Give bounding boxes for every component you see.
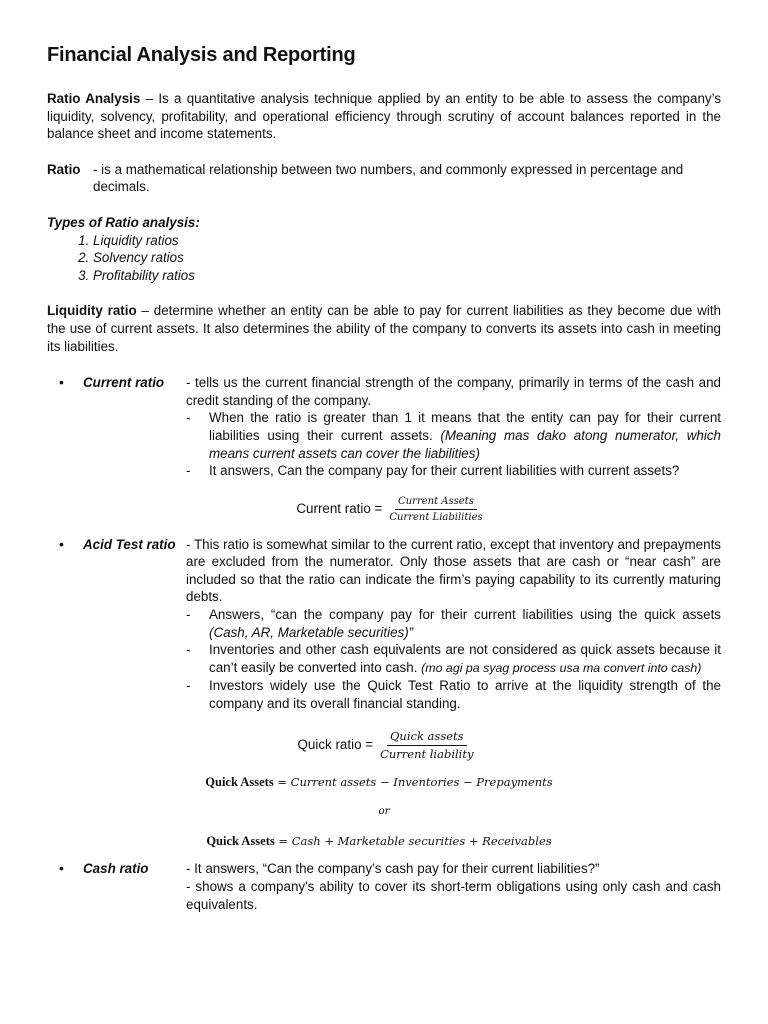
cash-ratio-line-1: - It answers, “Can the company’s cash pay for their current liabilities?” (186, 861, 600, 877)
list-item: - It answers, Can the company pay for their current liabilities with current assets? (186, 463, 680, 479)
ratio-term: Ratio (47, 161, 81, 177)
or-separator: or (378, 805, 390, 818)
formula-label: Quick ratio = (297, 737, 374, 753)
quick-assets-equation-1: Quick Assets = Current assets − Inventories − Prepayments (205, 774, 553, 789)
list-item: - Answers, “can the company pay for their current liabilities using the quick assets (Cash, AR, Marketable securities)” (186, 607, 721, 640)
types-heading: Types of Ratio analysis: (47, 214, 200, 230)
ratio-analysis-text: – Is a quantitative analysis technique applied by an entity to be able to assess the company’s liquidity, solvency, profitability, and operational efficiency through scrutiny of account balances reported in the balance sheet and income statements. (47, 91, 722, 142)
bullet-icon: • (59, 535, 64, 552)
cash-ratio-item (47, 860, 721, 913)
ratio-text: - is a mathematical relationship between two numbers, and commonly expressed in percentage and decimals. (93, 161, 684, 195)
quick-assets-equation-2: Quick Assets = Cash + Marketable securities + Receivables (206, 833, 552, 848)
list-item: 3. Profitability ratios (93, 267, 721, 285)
list-item: - When the ratio is greater than 1 it means that the entity can pay for their current liabilities using their current assets. (Meaning mas dako atong numerator, which means current assets can cover the liabilities) (186, 410, 721, 461)
list-item: 1. Liquidity ratios (93, 232, 721, 250)
current-ratio-formula (47, 495, 721, 524)
liquidity-text: – determine whether an entity can be able to pay for current liabilities as they become due with the use of current assets. It also determines the ability of the company to converts its assets into cash in meeting its liabilities. (47, 303, 721, 354)
list-item: - Inventories and other cash equivalents are not considered as quick assets because it can’t easily be converted into cash. (mo agi pa syag process usa ma convert into cash) (186, 642, 721, 675)
liquidity-paragraph (47, 302, 721, 355)
fraction (377, 729, 476, 762)
liquidity-term: Liquidity ratio (47, 303, 137, 319)
list-item: 2. Solvency ratios (93, 249, 721, 267)
formula-label: Current ratio = (296, 501, 383, 517)
acid-test-desc: - This ratio is somewhat similar to the current ratio, except that inventory and prepayments are excluded from the numerator. Only those assets that are cash or “near cash” are included so that the ratio can indicate the firm’s paying capability to its currently maturing debts. (186, 536, 721, 605)
ratio-analysis-term: Ratio Analysis (47, 91, 141, 106)
current-ratio-term: Current ratio (83, 375, 165, 391)
cash-ratio-line-2: - shows a company's ability to cover its short-term obligations using only cash and cash equivalents. (186, 879, 721, 912)
cash-ratio-term: Cash ratio (83, 861, 149, 877)
acid-test-term: Acid Test ratio (83, 536, 176, 552)
current-ratio-item (47, 374, 721, 480)
document-page (47, 42, 721, 913)
list-item: - Investors widely use the Quick Test Ratio to arrive at the liquidity strength of the company and its overall financial standing. (186, 678, 721, 712)
bullet-icon: • (59, 374, 64, 391)
page-title: Financial Analysis and Reporting (47, 44, 356, 66)
bullet-icon: • (59, 860, 64, 877)
ratio-analysis-paragraph (47, 90, 721, 143)
fraction (386, 495, 485, 524)
fraction-numerator: Quick assets (387, 729, 467, 746)
acid-test-points (186, 606, 721, 713)
types-list (47, 232, 721, 285)
quick-ratio-formula (47, 729, 721, 762)
fraction-denominator: Current liability (380, 746, 474, 761)
current-ratio-points (186, 409, 721, 479)
ratio-definition (47, 161, 721, 196)
acid-test-item (47, 536, 721, 713)
current-ratio-desc: - tells us the current financial strength of the company, primarily in terms of the cash and credit standing of the company. (186, 375, 721, 408)
fraction-denominator: Current Liabilities (389, 511, 483, 523)
types-section (47, 214, 721, 284)
fraction-numerator: Current Assets (395, 495, 477, 510)
